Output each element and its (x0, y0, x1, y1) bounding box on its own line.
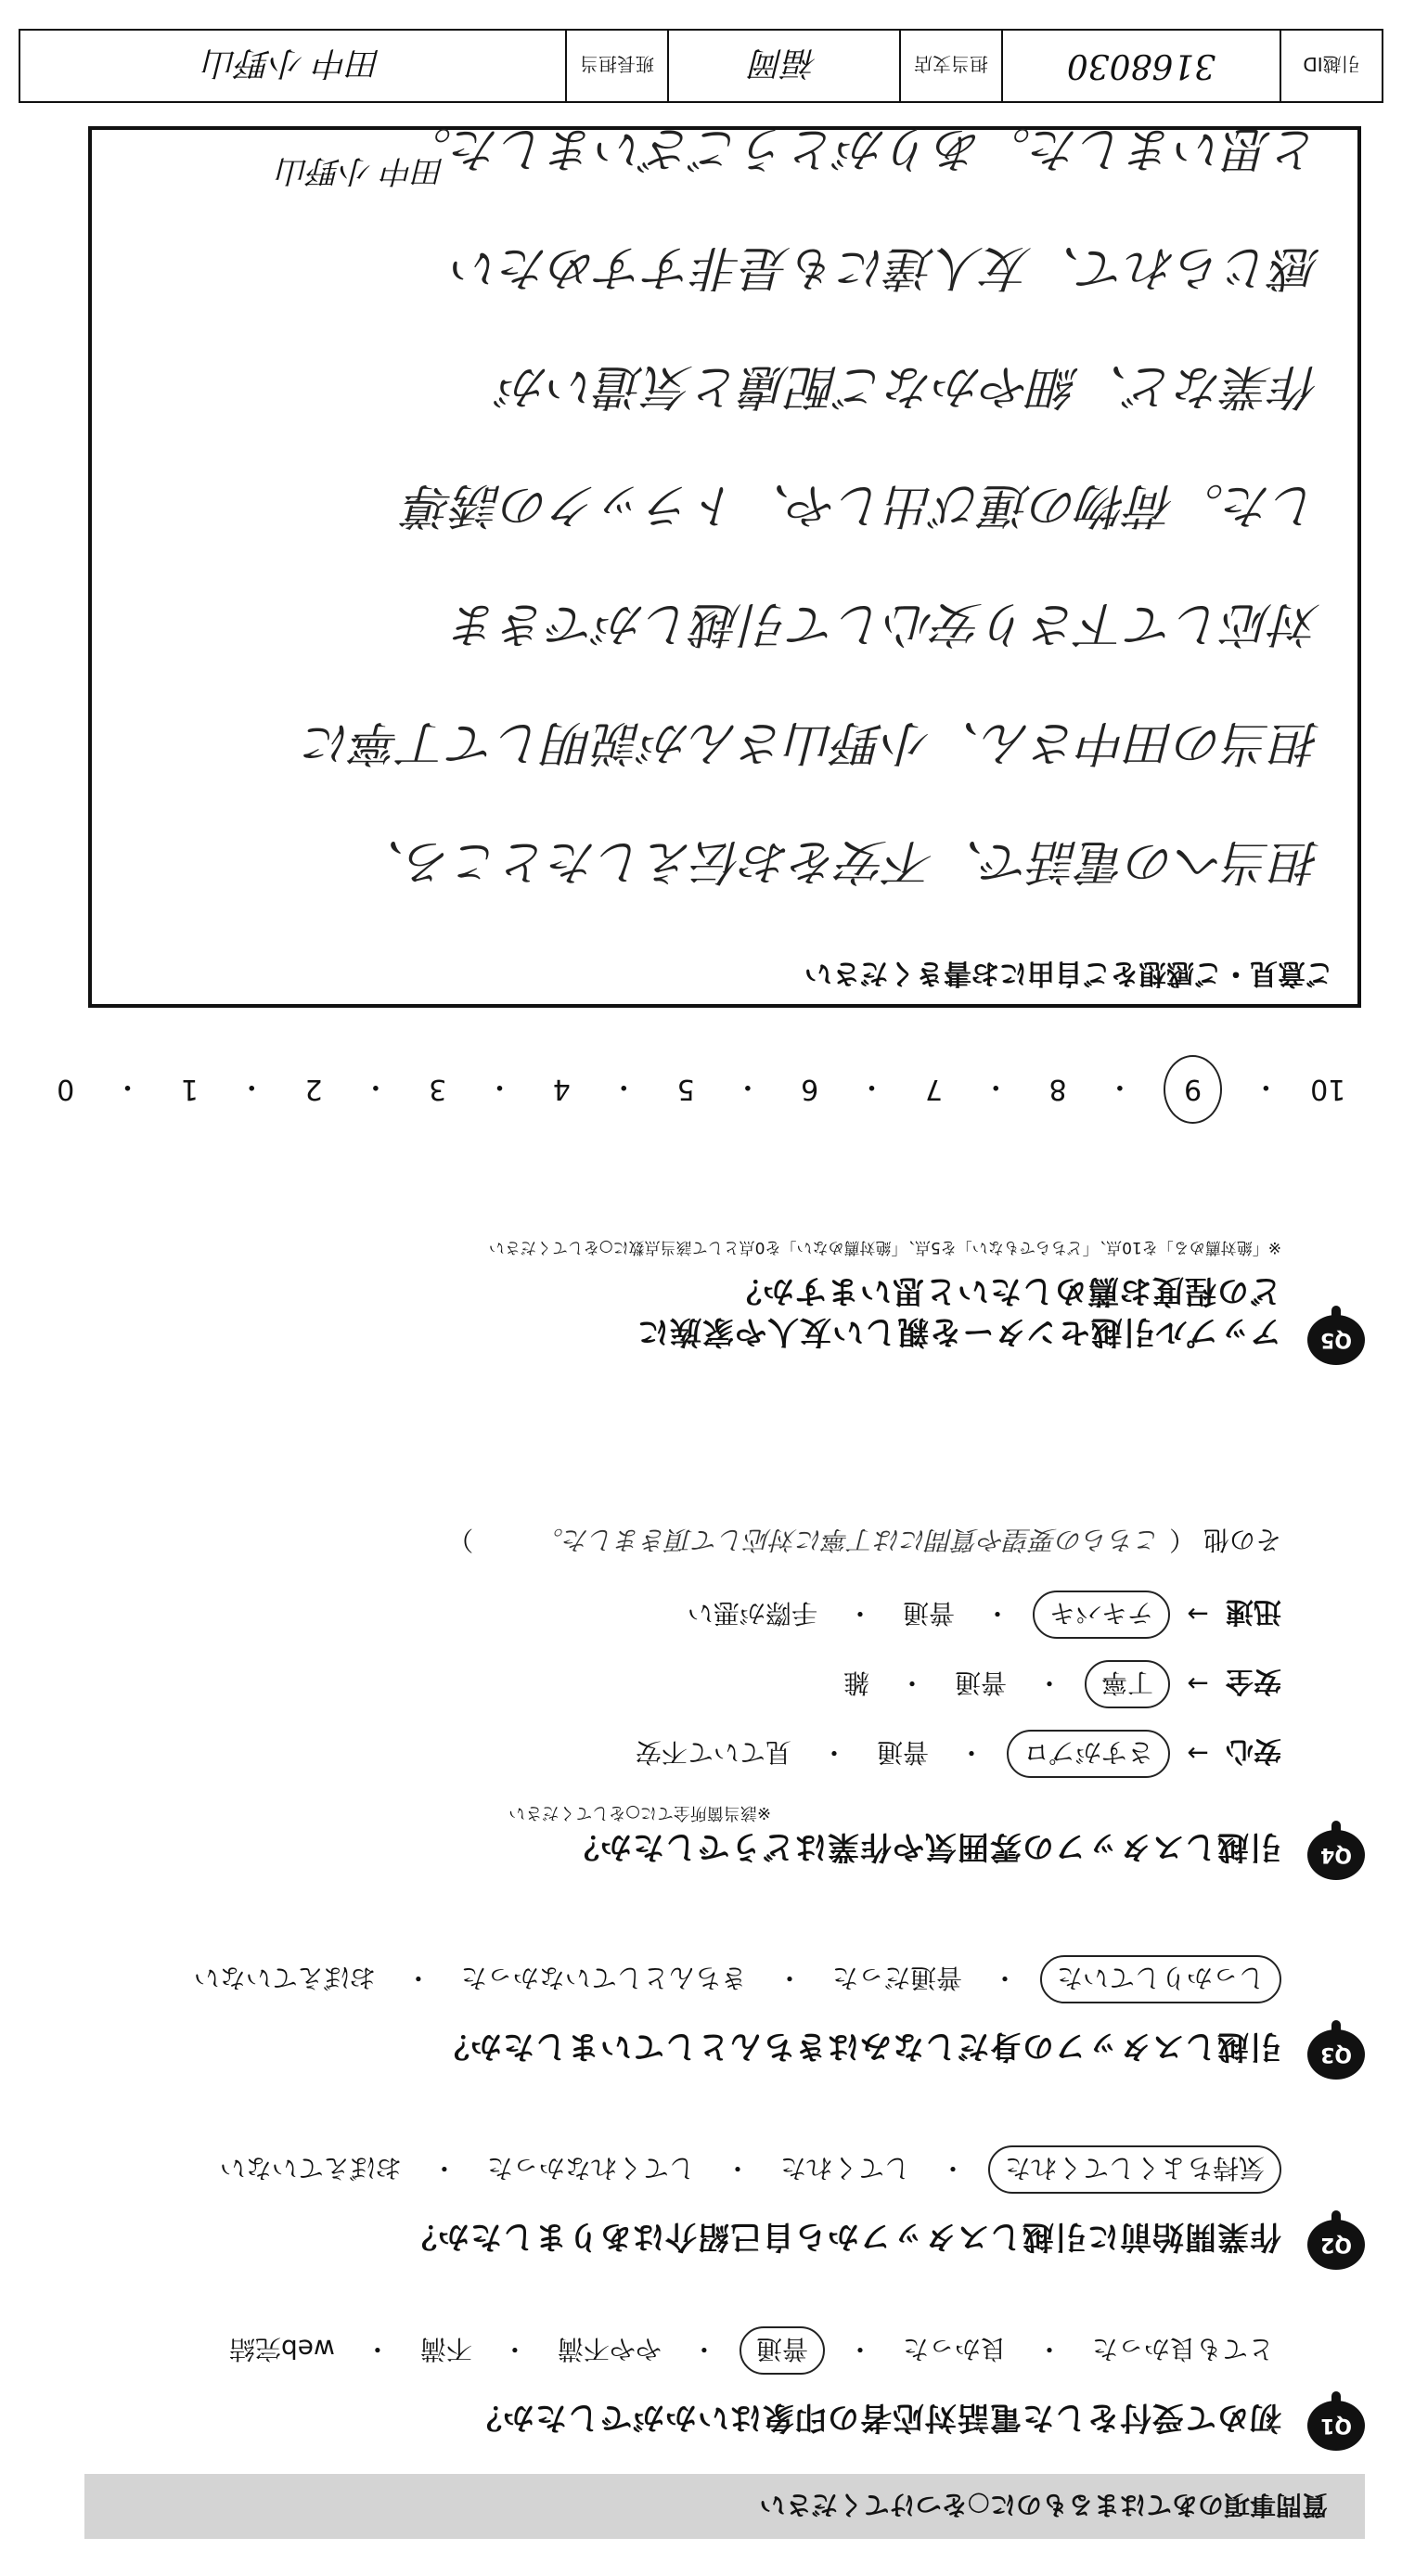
score-6[interactable]: 6 (801, 1073, 819, 1106)
q3-option-neat[interactable]: しっかりしていた (1040, 1955, 1281, 2003)
score-1[interactable]: 1 (180, 1073, 199, 1106)
q3-option-normal[interactable]: 普通だった (831, 1963, 962, 1993)
comment-line: と思いました。ありがとうございました。 (403, 121, 1320, 176)
q5-badge: Q5 (1307, 1315, 1365, 1365)
q3-option-not-neat[interactable]: きちんとしていなかった (460, 1963, 747, 1993)
q2-options: 気持ちよくしてくれた ・ してくれた ・ してくれなかった ・ おぼえていない (212, 2145, 1281, 2194)
q4-anshin-option-normal[interactable]: 普通 (876, 1737, 929, 1768)
q4-jinsoku-option-normal[interactable]: 普通 (902, 1598, 955, 1629)
instructions-header (84, 2474, 1365, 2539)
comments-title: ご意見・ご感想をご自由にお書きください (804, 957, 1333, 989)
q4-row-anshin: 安心 → さすがプロ ・ 普通 ・ 見ていて不安 (628, 1730, 1281, 1778)
id-label: 引越ID (1280, 31, 1382, 101)
q4-other-text[interactable]: こちらの要望や質問には丁寧に対応して頂きました。 (537, 1525, 1162, 1555)
score-9[interactable]: 9 (1164, 1055, 1222, 1124)
comment-line: 対応して下さり安心して引越しができま (451, 596, 1320, 651)
q2-question: 作業開始前に引越しスタッフから自己紹介はありましたか？ (405, 2218, 1281, 2255)
q2-option-dont-remember[interactable]: おぼえていない (219, 2153, 402, 2183)
q4-jinsoku-option-clumsy[interactable]: 手際が悪い (687, 1598, 817, 1629)
question-5 (47, 1142, 1365, 1365)
score-4[interactable]: 4 (552, 1073, 571, 1106)
id-value[interactable]: 3168030 (1001, 31, 1280, 101)
score-5[interactable]: 5 (676, 1073, 695, 1106)
arrow-right-icon: → (1187, 1738, 1209, 1770)
q4-question: 引越しスタッフの雰囲気や作業はどうでしたか？ (567, 1828, 1281, 1865)
q3-options: しっかりしていた ・ 普通だった ・ きちんとしていなかった ・ おぼえていない (187, 1955, 1281, 2003)
q4-anzen-option-normal[interactable]: 普通 (954, 1668, 1007, 1698)
comment-line: した。荷物の運び出しや、トラックの誘導 (405, 477, 1320, 533)
q3-question: 引越しスタッフの身だしなみはきちんとしていましたか？ (437, 2028, 1281, 2065)
branch-value[interactable]: 福岡 (667, 31, 899, 101)
q4-paren-close: ） (447, 1525, 474, 1555)
score-8[interactable]: 8 (1048, 1073, 1067, 1106)
q1-option-good[interactable]: 良かった (902, 2334, 1007, 2364)
score-10[interactable]: 10 (1310, 1073, 1346, 1106)
q4-note: ※該当箇所全てに○をしてください (508, 1803, 771, 1823)
q5-question-line1: アップル引越センターを親しい友人や家族に (637, 1313, 1281, 1350)
q1-option-dissatisfied[interactable]: 不満 (419, 2334, 472, 2364)
q1-option-very-good[interactable]: とても良かった (1091, 2334, 1274, 2364)
question-2 (47, 2140, 1365, 2270)
comments-text[interactable] (133, 89, 1320, 921)
q4-row-jinsoku: 迅速 → テキパキ ・ 普通 ・ 手際が悪い (680, 1591, 1281, 1639)
q2-option-pleasant[interactable]: 気持ちよくしてくれた (988, 2145, 1281, 2194)
comment-line: 感じられて、友人達にも是非すすめたい (452, 239, 1320, 295)
comment-line: 作業など、細やかなご配慮と気遣いが (499, 358, 1320, 414)
leader-value[interactable]: 田中 小野山 (203, 44, 382, 83)
id-table (19, 29, 1383, 103)
q4-row-anzen-label: 安全 (1226, 1665, 1281, 1697)
score-7[interactable]: 7 (924, 1073, 943, 1106)
q1-options: とても良かった ・ 良かった ・ 普通 ・ やや不満 ・ 不満 ・ web完結 (222, 2326, 1281, 2375)
q2-option-did-not[interactable]: してくれなかった (486, 2153, 695, 2183)
q4-badge: Q4 (1307, 1830, 1365, 1880)
q1-question: 初めて受付をした電話対応者の印象はいかがでしたか？ (469, 2399, 1281, 2436)
comment-line: 担当の田中さん、小野山さんが説明して丁寧に (303, 715, 1320, 770)
q4-anzen-option-rough[interactable]: 雑 (842, 1668, 869, 1698)
q1-badge: Q1 (1307, 2401, 1365, 2451)
q4-row-jinsoku-label: 迅速 (1226, 1595, 1281, 1628)
arrow-right-icon: → (1187, 1668, 1209, 1700)
q1-option-somewhat-dissatisfied[interactable]: やや不満 (557, 2334, 662, 2364)
score-3[interactable]: 3 (429, 1073, 447, 1106)
comment-line: 担当への電話で、不安をお伝えしたところ、 (356, 833, 1320, 889)
question-1 (47, 2321, 1365, 2451)
q5-note: ※「絶対薦める」を10点、「どちらでもない」を5点、「絶対薦めない」を0点として該当点数に○をしてください (488, 1238, 1281, 1256)
arrow-right-icon: → (1187, 1599, 1209, 1630)
q4-row-anshin-label: 安心 (1226, 1734, 1281, 1767)
q5-question-line2: どの程度お薦めしたいと思いますか？ (729, 1272, 1281, 1309)
q4-anshin-option-pro[interactable]: さすがプロ (1007, 1730, 1170, 1778)
q4-jinsoku-option-quick[interactable]: テキパキ (1033, 1591, 1170, 1639)
q3-badge: Q3 (1307, 2029, 1365, 2080)
q1-option-web[interactable]: web完結 (228, 2334, 335, 2364)
score-0[interactable]: 0 (57, 1073, 75, 1106)
q1-option-normal[interactable]: 普通 (740, 2326, 825, 2375)
comment-signature: 田中 小野山 (277, 152, 445, 189)
question-3 (47, 1950, 1365, 2080)
q4-anshin-option-uneasy[interactable]: 見ていて不安 (635, 1737, 791, 1768)
q4-anzen-option-careful[interactable]: 丁寧 (1085, 1660, 1170, 1708)
q4-row-anzen: 安全 → 丁寧 ・ 普通 ・ 雑 (836, 1660, 1281, 1708)
leader-label: 班長担当 (565, 31, 667, 101)
question-4 (47, 1490, 1365, 1880)
branch-label: 担当支店 (899, 31, 1001, 101)
score-2[interactable]: 2 (304, 1073, 323, 1106)
instructions-text: 質問事項のあてはまるものに○をつけてください (759, 2490, 1328, 2520)
q2-badge: Q2 (1307, 2220, 1365, 2270)
q4-other-label: その他 (1203, 1525, 1281, 1555)
q4-other-line (447, 1523, 1281, 1560)
q2-option-did[interactable]: してくれた (779, 2153, 910, 2183)
q3-option-dont-remember[interactable]: おぼえていない (193, 1963, 376, 1993)
q4-paren-open: （ (1169, 1525, 1196, 1555)
q5-score-scale: 10 ・ 9 ・ 8 ・ 7 ・ 6 ・ 5 ・ 4 ・ 3 ・ 2 ・ 1 ・ 0 (47, 1055, 1346, 1124)
comments-box (88, 121, 1361, 1008)
